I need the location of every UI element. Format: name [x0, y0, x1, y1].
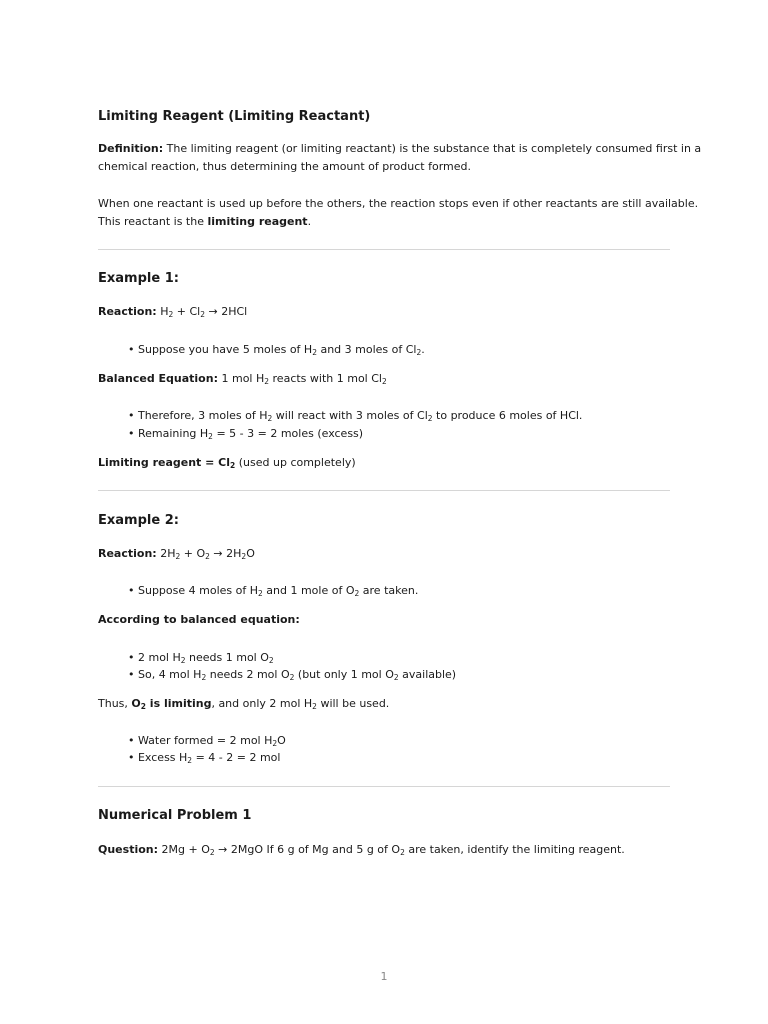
intro-end: .	[307, 215, 312, 228]
reaction-label: Reaction:	[98, 305, 157, 318]
example-2-bullet-2: • 2 mol $H_2$ needs 1 mol $O_2$	[128, 651, 274, 665]
problem-1-heading: Numerical Problem 1	[98, 808, 252, 823]
example-1-bullet-2: • Therefore, 3 moles of $H_2$ will react with 3 moles of $Cl_2$ to produce 6 moles of HCl.	[128, 409, 583, 423]
example-2-reaction: Reaction: $2H_2 + O_2 \to 2H_2O$	[98, 547, 255, 561]
page-number: 1	[380, 970, 388, 983]
intro-bold: limiting reagent	[207, 215, 308, 228]
definition-line-2: chemical reaction, thus determining the amount of product formed.	[98, 160, 471, 173]
divider	[98, 249, 670, 250]
page-title: Limiting Reagent (Limiting Reactant)	[98, 109, 371, 124]
example-2-bullet-3: • So, 4 mol $H_2$ needs 2 mol $O_2$ (but only 1 mol $O_2$ available)	[128, 668, 457, 682]
divider	[98, 490, 670, 491]
example-1-bullet-3: • Remaining $H_2 = 5 - 3 = 2$ moles (excess)	[128, 427, 364, 441]
according-label: According to balanced equation:	[98, 613, 300, 626]
divider	[98, 786, 670, 787]
example-1-heading: Example 1:	[98, 271, 179, 286]
intro-text: This reactant is the	[98, 215, 208, 228]
reaction-label: Reaction:	[98, 547, 157, 560]
example-2-bullet-5: • Excess $H_2 = 4 - 2 = 2$ mol	[128, 751, 281, 765]
problem-1-question: Question: $2Mg + O_2 \to 2MgO$ If 6 g of Mg and 5 g of $O_2$ are taken, identify the limiting reagent.	[98, 843, 625, 857]
example-1-balanced: Balanced Equation: 1 mol $H_2$ reacts with 1 mol $Cl_2$	[98, 372, 387, 386]
definition-label: Definition:	[98, 142, 164, 155]
example-1-bullet-1: • Suppose you have 5 moles of $H_2$ and 3 moles of $Cl_2$.	[128, 343, 425, 357]
example-2-bullet-1: • Suppose 4 moles of $H_2$ and 1 mole of $O_2$ are taken.	[128, 584, 419, 598]
definition-line-1	[98, 140, 701, 158]
intro-line-2	[98, 213, 311, 231]
balanced-label: Balanced Equation:	[98, 372, 218, 385]
example-2-heading: Example 2:	[98, 513, 179, 528]
example-1-limiting: Limiting reagent = $Cl_2$ (used up completely)	[98, 456, 356, 470]
question-label: Question:	[98, 843, 159, 856]
example-1-reaction: Reaction: $H_2 + Cl_2 \to 2HCl$	[98, 305, 248, 319]
example-2-thus: Thus, $O_2$ is limiting, and only 2 mol $H_2$ will be used.	[98, 697, 390, 711]
example-2-bullet-4: • Water formed = 2 mol $H_2O$	[128, 734, 286, 748]
definition-text-1: The limiting reagent (or limiting reactant) is the substance that is completely consumed first in a	[163, 142, 702, 155]
intro-line-1: When one reactant is used up before the others, the reaction stops even if other reactants are still available.	[98, 197, 699, 210]
